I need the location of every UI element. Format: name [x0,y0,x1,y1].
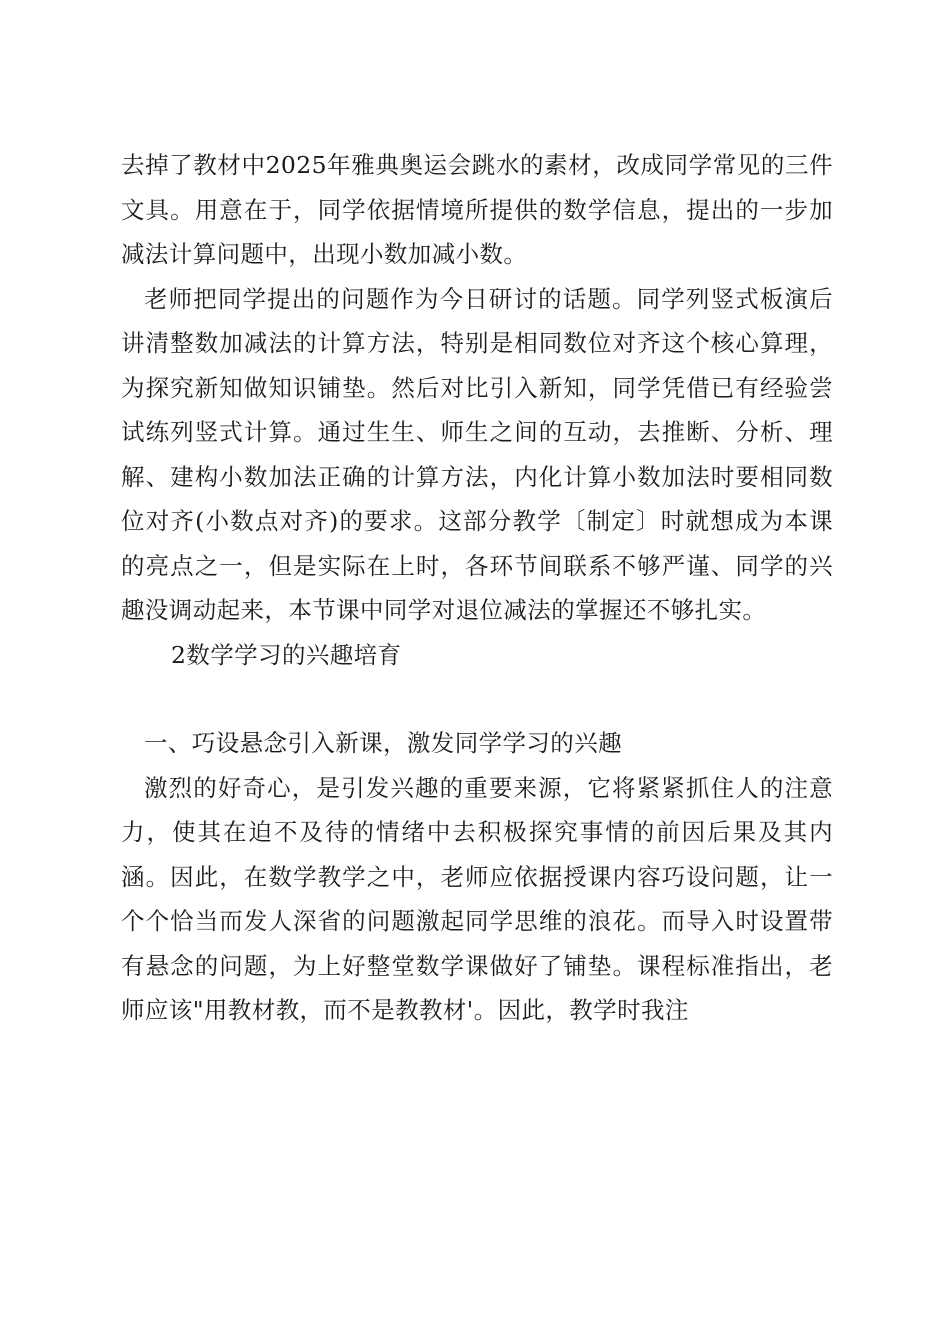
section-heading: 2数学学习的兴趣培育 [171,640,402,669]
paragraph-2: 老师把同学提出的问题作为今日研讨的话题。同学列竖式板演后讲清整数加减法的计算方法，特别是相同数位对齐这个核心算理，为探究新知做知识铺垫。然后对比引入新知，同学凭借已有经验尝试练列竖式计算。通过生生、师生之间的互动，去推断、分析、理解、建构小数加法正确的计算方法，内化计算小数加法时要相同数位对齐(小数点对齐)的要求。这部分教学〔制定〕时就想成为本课的亮点之一，但是实际在上时，各环节间联系不够严谨、同学的兴趣没调动起来，本节课中同学对退位减法的掌握还不够扎实。 [121,284,833,624]
paragraph-1: 去掉了教材中2025年雅典奥运会跳水的素材，改成同学常见的三件文具。用意在于，同学依据情境所提供的数学信息，提出的一步加减法计算问题中，出现小数加减小数。 [121,151,833,268]
section-spacer [121,677,833,721]
document-body [121,143,833,1033]
paragraph-3: 激烈的好奇心，是引发兴趣的重要来源，它将紧紧抓住人的注意力，使其在迫不及待的情绪中去积极探究事情的前因后果及其内涵。因此，在数学教学之中，老师应依据授课内容巧设问题，让一个个恰当而发人深省的问题激起同学思维的浪花。而导入时设置带有悬念的问题，为上好整堂数学课做好了铺垫。课程标准指出，老师应该"用教材教，而不是教教材'。因此，教学时我注 [121,773,833,1024]
subsection-heading: 一、巧设悬念引入新课，激发同学学习的兴趣 [144,729,622,757]
